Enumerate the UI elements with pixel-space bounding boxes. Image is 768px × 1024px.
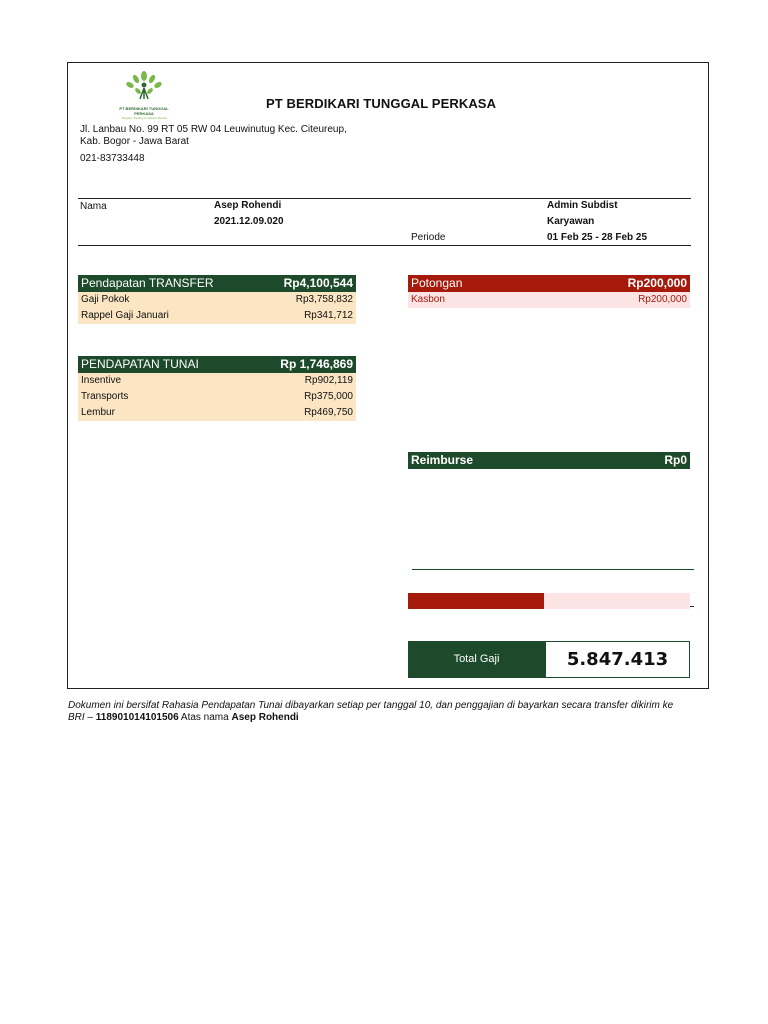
summary-divider <box>412 569 694 570</box>
summary-bar <box>408 593 690 609</box>
company-phone: 021-83733448 <box>80 153 145 164</box>
total-label: Total Gaji <box>408 641 545 678</box>
transfer-title: Pendapatan TRANSFER <box>81 276 214 290</box>
logo-text: PT BERDIKARI TUNGGAL PERKASA <box>119 106 169 116</box>
total-value: 5.847.413 <box>545 641 690 678</box>
footer-note <box>68 700 698 724</box>
footer-atas-nama: Atas nama <box>178 712 232 723</box>
divider-top <box>78 198 691 199</box>
transfer-row <box>78 292 356 308</box>
transfer-header <box>78 275 356 292</box>
cash-row <box>78 389 356 405</box>
logo-tagline: Supplier Trading & Indirect Rental <box>121 116 167 120</box>
cash-title: PENDAPATAN TUNAI <box>81 357 199 371</box>
summary-bar-fill <box>408 593 544 609</box>
deductions-total: Rp200,000 <box>627 276 687 290</box>
transfer-item-label: Gaji Pokok <box>81 294 130 305</box>
tree-logo-icon <box>114 71 174 101</box>
deductions-header <box>408 275 690 292</box>
footer-dash: – <box>84 712 96 723</box>
footer-account-name: Asep Rohendi <box>231 712 299 723</box>
transfer-item-value: Rp3,758,832 <box>295 294 353 305</box>
reimburse-title: Reimburse <box>411 453 474 467</box>
pay-period: 01 Feb 25 - 28 Feb 25 <box>547 232 648 243</box>
cash-item-label: Lembur <box>81 407 115 418</box>
reimburse-total: Rp0 <box>664 453 687 467</box>
footer-account: 118901014101506 <box>95 712 179 723</box>
address-line-2: Kab. Bogor - Jawa Barat <box>80 136 189 147</box>
cash-item-label: Insentive <box>81 375 122 386</box>
employee-status: Karyawan <box>547 216 595 227</box>
reimburse-header <box>408 452 690 469</box>
address-line-1: Jl. Lanbau No. 99 RT 05 RW 04 Leuwinutug Kec. Citeureup, <box>80 124 347 135</box>
transfer-total: Rp4,100,544 <box>283 276 353 290</box>
employee-position: Admin Subdist <box>547 200 618 211</box>
summary-tick <box>690 606 694 607</box>
deductions-title: Potongan <box>411 276 463 290</box>
label-name: Nama <box>80 201 107 212</box>
cash-item-value: Rp375,000 <box>304 391 353 402</box>
footer-text: Dokumen ini bersifat Rahasia Pendapatan Tunai dibayarkan setiap per tanggal 10, dan penggajian di bayarkan secara transfer dikirim ke <box>68 700 674 711</box>
employee-id: 2021.12.09.020 <box>214 216 284 227</box>
employee-name: Asep Rohendi <box>214 200 282 211</box>
label-period: Periode <box>411 232 446 243</box>
deduction-item-value: Rp200,000 <box>638 294 687 305</box>
company-name: PT BERDIKARI TUNGGAL PERKASA <box>266 96 497 111</box>
divider-bottom <box>78 245 691 246</box>
payslip-sheet <box>67 62 709 689</box>
company-logo <box>114 71 174 120</box>
cash-row <box>78 373 356 389</box>
cash-row <box>78 405 356 421</box>
cash-item-value: Rp469,750 <box>304 407 353 418</box>
deduction-item-label: Kasbon <box>411 294 445 305</box>
cash-item-label: Transports <box>81 391 129 402</box>
transfer-row <box>78 308 356 324</box>
deduction-row <box>408 292 690 308</box>
cash-item-value: Rp902,119 <box>304 375 353 386</box>
cash-header <box>78 356 356 373</box>
transfer-item-label: Rappel Gaji Januari <box>81 310 169 321</box>
footer-bank: BRI <box>68 712 85 723</box>
transfer-item-value: Rp341,712 <box>304 310 353 321</box>
cash-total: Rp 1,746,869 <box>280 357 353 371</box>
